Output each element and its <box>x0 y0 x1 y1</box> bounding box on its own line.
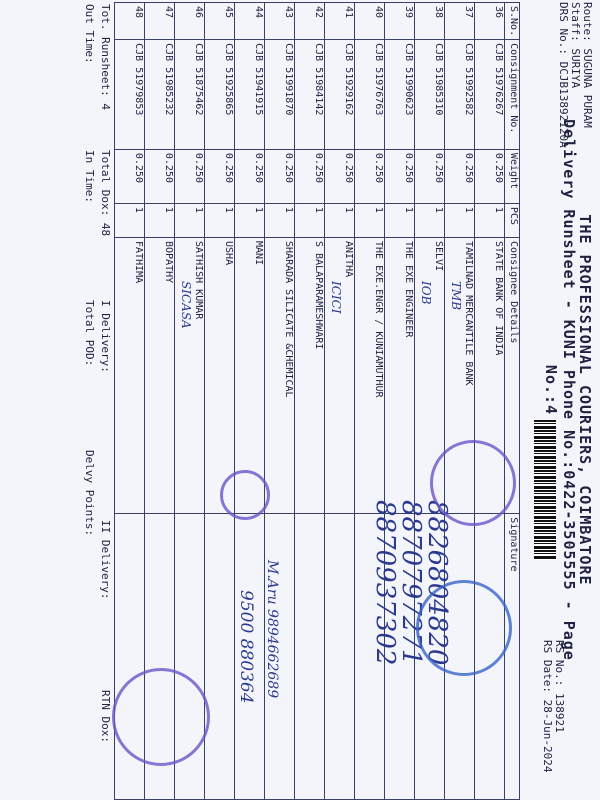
consignee-name: FATHIMA <box>133 241 144 284</box>
col-consignment: Consignment No. <box>505 40 520 150</box>
table-row <box>445 3 475 800</box>
company-title: THE PROFESSIONAL COURIERS, COIMBATORE <box>576 214 594 586</box>
col-signature: Signature <box>505 514 520 800</box>
cell-weight: 0.250 <box>355 149 385 203</box>
consignee-name: THE EXE.ENGR / KUNIAMUTHUR <box>373 241 384 398</box>
cell-cons: CJB 51976763 <box>355 40 385 150</box>
rs-date-label: RS Date: 28-Jun-2024 <box>541 640 554 773</box>
out-time: Out Time: <box>83 4 96 64</box>
cell-cons: CJB 51984142 <box>295 40 325 150</box>
consignee-name: THE EXE ENGINEER <box>403 241 414 338</box>
table-row <box>385 3 415 800</box>
cell-weight: 0.250 <box>205 149 235 203</box>
cell-pcs: 1 <box>355 203 385 237</box>
cell-weight: 0.250 <box>115 149 145 203</box>
cell-consignee <box>175 238 205 514</box>
cell-sno: 42 <box>295 3 325 40</box>
consignee-name: SELVI <box>433 241 444 272</box>
cell-cons: CJB 51992582 <box>445 40 475 150</box>
table-row <box>325 3 355 800</box>
cell-cons: CJB 51979853 <box>115 40 145 150</box>
cell-weight: 0.250 <box>175 149 205 203</box>
cell-consignee <box>115 238 145 514</box>
consignee-name: SATHISH KUMAR <box>193 241 204 320</box>
barcode-image <box>534 420 556 560</box>
table-row <box>415 3 445 800</box>
cell-sno: 41 <box>325 3 355 40</box>
cell-sno: 37 <box>445 3 475 40</box>
cell-weight: 0.250 <box>265 149 295 203</box>
bank-seal-stamp <box>430 440 516 526</box>
cell-sno: 48 <box>115 3 145 40</box>
handwritten-note: IOB <box>419 281 433 305</box>
cell-cons: CJB 51991870 <box>265 40 295 150</box>
handwritten-name-row44: M.Aru 9894662689 <box>264 560 280 699</box>
cell-pcs: 1 <box>265 203 295 237</box>
table-row <box>205 3 235 800</box>
cell-sno: 39 <box>385 3 415 40</box>
handwritten-phone-row42: 9500 880364 <box>236 590 256 704</box>
cell-pcs: 1 <box>475 203 505 237</box>
cell-cons: CJB 51925865 <box>205 40 235 150</box>
cell-weight: 0.250 <box>415 149 445 203</box>
handwritten-note: SICASA <box>179 281 193 329</box>
cell-pcs: 1 <box>295 203 325 237</box>
purple-seal-stamp <box>220 470 270 520</box>
runsheet-header <box>524 0 600 800</box>
signature-cell <box>295 514 325 800</box>
col-sno: S.No. <box>505 3 520 40</box>
rs-no-label: RS No.: 138921 <box>553 640 566 733</box>
handwritten-note: ICICI <box>329 281 343 314</box>
cell-pcs: 1 <box>415 203 445 237</box>
cell-consignee <box>265 238 295 514</box>
cell-cons: CJB 51941915 <box>235 40 265 150</box>
cell-pcs: 1 <box>445 203 475 237</box>
i-delivery: I Delivery: <box>99 300 112 373</box>
handwritten-note: TMB <box>449 281 463 311</box>
cell-pcs: 1 <box>145 203 175 237</box>
cell-weight: 0.250 <box>385 149 415 203</box>
cell-cons: CJB 51985310 <box>415 40 445 150</box>
cell-consignee <box>205 238 235 514</box>
cell-pcs: 1 <box>205 203 235 237</box>
cell-weight: 0.250 <box>235 149 265 203</box>
consignee-name: SHARADA SILICATE &CHEMICAL <box>283 241 294 398</box>
route-label: Route: SUGUNA PURAM <box>581 2 594 128</box>
cell-cons: CJB 51976267 <box>475 40 505 150</box>
cell-cons: CJB 51929162 <box>325 40 355 150</box>
cell-sno: 40 <box>355 3 385 40</box>
consignee-name: BOPATHY <box>163 241 174 284</box>
tot-runsheet: Tot. Runsheet: 4 <box>99 4 112 110</box>
ii-delivery: II Delivery: <box>99 520 112 600</box>
cell-pcs: 1 <box>175 203 205 237</box>
cell-pcs: 1 <box>385 203 415 237</box>
cell-cons: CJB 51985232 <box>145 40 175 150</box>
cell-sno: 36 <box>475 3 505 40</box>
drs-label: DRS No.: DCJB13892120A <box>557 2 570 148</box>
cell-weight: 0.250 <box>445 149 475 203</box>
cell-weight: 0.250 <box>145 149 175 203</box>
cell-consignee <box>355 238 385 514</box>
cell-cons: CJB 51875462 <box>175 40 205 150</box>
rtn-dox: RTN Dox: <box>99 690 112 743</box>
cell-sno: 45 <box>205 3 235 40</box>
consignee-name: ANITHA <box>343 241 354 278</box>
cell-weight: 0.250 <box>325 149 355 203</box>
signature-cell <box>205 514 235 800</box>
cell-weight: 0.250 <box>295 149 325 203</box>
cell-pcs: 1 <box>235 203 265 237</box>
cell-weight: 0.250 <box>475 149 505 203</box>
cell-consignee <box>145 238 175 514</box>
cell-pcs: 1 <box>115 203 145 237</box>
total-dox: Total Dox: 48 <box>99 150 112 237</box>
staff-label: Staff: SURIYA <box>569 2 582 89</box>
col-consignee: Consignee Details <box>505 238 520 514</box>
consignee-name: STATE BANK OF INDIA <box>493 241 504 356</box>
consignee-name: TAMILNAD MERCANTILE BANK <box>463 241 474 386</box>
col-weight: Weight <box>505 149 520 203</box>
cell-sno: 47 <box>145 3 175 40</box>
college-seal-stamp <box>112 668 210 766</box>
table-row <box>355 3 385 800</box>
blue-seal-stamp <box>416 580 512 676</box>
delvy-points: Delvy Points: <box>83 450 96 537</box>
cell-sno: 44 <box>235 3 265 40</box>
cell-sno: 43 <box>265 3 295 40</box>
cell-consignee <box>295 238 325 514</box>
consignee-name: S BALAPARAMESHWARI <box>313 241 324 350</box>
cell-sno: 46 <box>175 3 205 40</box>
table-row <box>295 3 325 800</box>
consignee-name: MANI <box>253 241 264 266</box>
signature-cell <box>325 514 355 800</box>
cell-cons: CJB 51990623 <box>385 40 415 150</box>
cell-consignee <box>325 238 355 514</box>
consignee-name: USHA <box>223 241 234 266</box>
cell-consignee <box>385 238 415 514</box>
table-row <box>475 3 505 800</box>
handwritten-phones: 8826804820 8870797271 8870937302 <box>370 500 452 666</box>
col-pcs: PCS <box>505 203 520 237</box>
cell-pcs: 1 <box>325 203 355 237</box>
runsheet-title: Delivery Runsheet - KUNI Phone No.:0422-3505555 - Page No.:4 <box>542 119 578 661</box>
in-time: In Time: <box>83 150 96 203</box>
cell-sno: 38 <box>415 3 445 40</box>
total-pod: Total POD: <box>83 300 96 367</box>
